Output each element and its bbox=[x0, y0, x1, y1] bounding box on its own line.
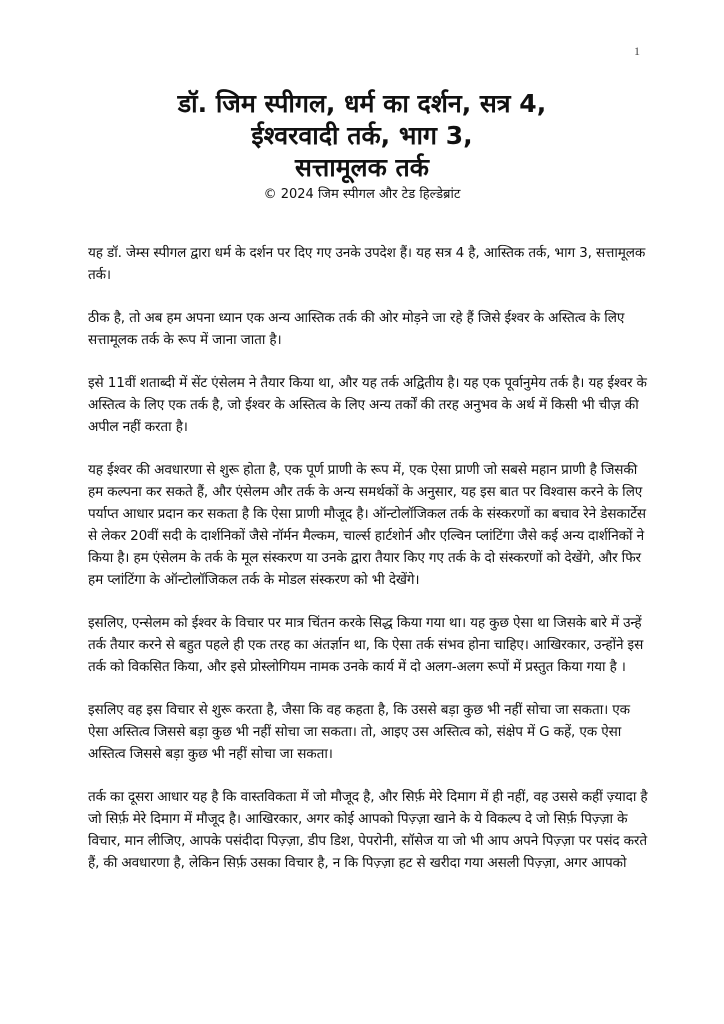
paragraph: इसे 11वीं शताब्दी में सेंट एंसेलम ने तैयार किया था, और यह तर्क अद्वितीय है। यह एक पूर्वानुमेय तर्क है। यह ईश्वर के अस्तित्व के लिए एक तर्क है, जो ईश्वर के अस्तित्व के लिए अन्य तर्कों की तरह अनुभव के अर्थ में किसी भी चीज़ की अपील नहीं करता है। bbox=[88, 375, 647, 435]
paragraph: यह डॉ. जेम्स स्पीगल द्वारा धर्म के दर्शन पर दिए गए उनके उपदेश हैं। यह सत्र 4 है, आस्तिक तर्क, भाग 3, सत्तामूलक तर्क। bbox=[88, 245, 646, 283]
paragraph: इसलिए वह इस विचार से शुरू करता है, जैसा कि वह कहता है, कि उससे बड़ा कुछ भी नहीं सोचा जा सकता। एक ऐसा अस्तित्व जिससे बड़ा कुछ भी नहीं सोचा जा सकता। तो, आइए उस अस्तित्व को, संक्षेप में G कहें, एक ऐसा अस्तित्व जिससे बड़ा कुछ भी नहीं सोचा जा सकता। bbox=[88, 702, 630, 762]
page-title-line-3: सत्तामूलक तर्क bbox=[295, 153, 429, 182]
paragraph: ठीक है, तो अब हम अपना ध्यान एक अन्य आस्तिक तर्क की ओर मोड़ने जा रहे हैं जिसे ईश्वर के अस्तित्व के लिए सत्तामूलक तर्क के रूप में जाना जाता है। bbox=[88, 310, 625, 348]
page-number: 1 bbox=[634, 44, 640, 58]
document-body bbox=[88, 242, 648, 895]
page-title-line-2: ईश्वरवादी तर्क, भाग 3, bbox=[251, 121, 473, 150]
paragraph: यह ईश्वर की अवधारणा से शुरू होता है, एक पूर्ण प्राणी के रूप में, एक ऐसा प्राणी जो सबसे महान प्राणी है जिसकी हम कल्पना कर सकते हैं, और एंसेलम और तर्क के अन्य समर्थकों के अनुसार, यह इस बात पर विश्वास करने के लिए पर्याप्त आधार प्रदान कर सकता है कि ऐसा प्राणी मौजूद है। ऑन्टोलॉजिकल तर्क के संस्करणों का बचाव रेने डेसकार्टेस से लेकर 20वीं सदी के दार्शनिकों जैसे नॉर्मन मैल्कम, चार्ल्स हार्टशोर्न और एल्विन प्लांटिंगा जैसे कई अन्य दार्शनिकों ने किया है। हम एंसेलम के तर्क के मूल संस्करण या उनके द्वारा तैयार किए गए तर्क के दो संस्करणों को देखेंगे, और फिर हम प्लांटिंगा के ऑन्टोलॉजिकल तर्क के मोडल संस्करण को भी देखेंगे। bbox=[88, 462, 646, 588]
paragraph: इसलिए, एन्सेलम को ईश्वर के विचार पर मात्र चिंतन करके सिद्ध किया गया था। यह कुछ ऐसा था जिसके बारे में उन्हें तर्क तैयार करने से बहुत पहले ही एक तरह का अंतर्ज्ञान था, कि ऐसा तर्क संभव होना चाहिए। आखिरकार, उन्होंने इस तर्क को विकसित किया, और इसे प्रोस्लोगियम नामक उनके कार्य में दो अलग-अलग रूपों में प्रस्तुत किया गया है । bbox=[88, 615, 644, 675]
title-block bbox=[0, 88, 724, 204]
page-title-line-1: डॉ. जिम स्पीगल, धर्म का दर्शन, सत्र 4, bbox=[177, 89, 547, 118]
copyright-notice: © 2024 जिम स्पीगल और टेड हिल्डेब्रांट bbox=[263, 187, 461, 202]
paragraph: तर्क का दूसरा आधार यह है कि वास्तविकता में जो मौजूद है, और सिर्फ़ मेरे दिमाग में ही नहीं, वह उससे कहीं ज़्यादा है जो सिर्फ़ मेरे दिमाग में मौजूद है। आखिरकार, अगर कोई आपको पिज़्ज़ा खाने के ये विकल्प दे जो सिर्फ़ पिज़्ज़ा के विचार, मान लीजिए, आपके पसंदीदा पिज़्ज़ा, डीप डिश, पेपरोनी, सॉसेज या जो भी आप अपने पिज़्ज़ा पर पसंद करते हैं, की अवधारणा है, लेकिन सिर्फ़ उसका विचार है, न कि पिज़्ज़ा हट से खरीदा गया असली पिज़्ज़ा, अगर आपको bbox=[88, 789, 648, 871]
